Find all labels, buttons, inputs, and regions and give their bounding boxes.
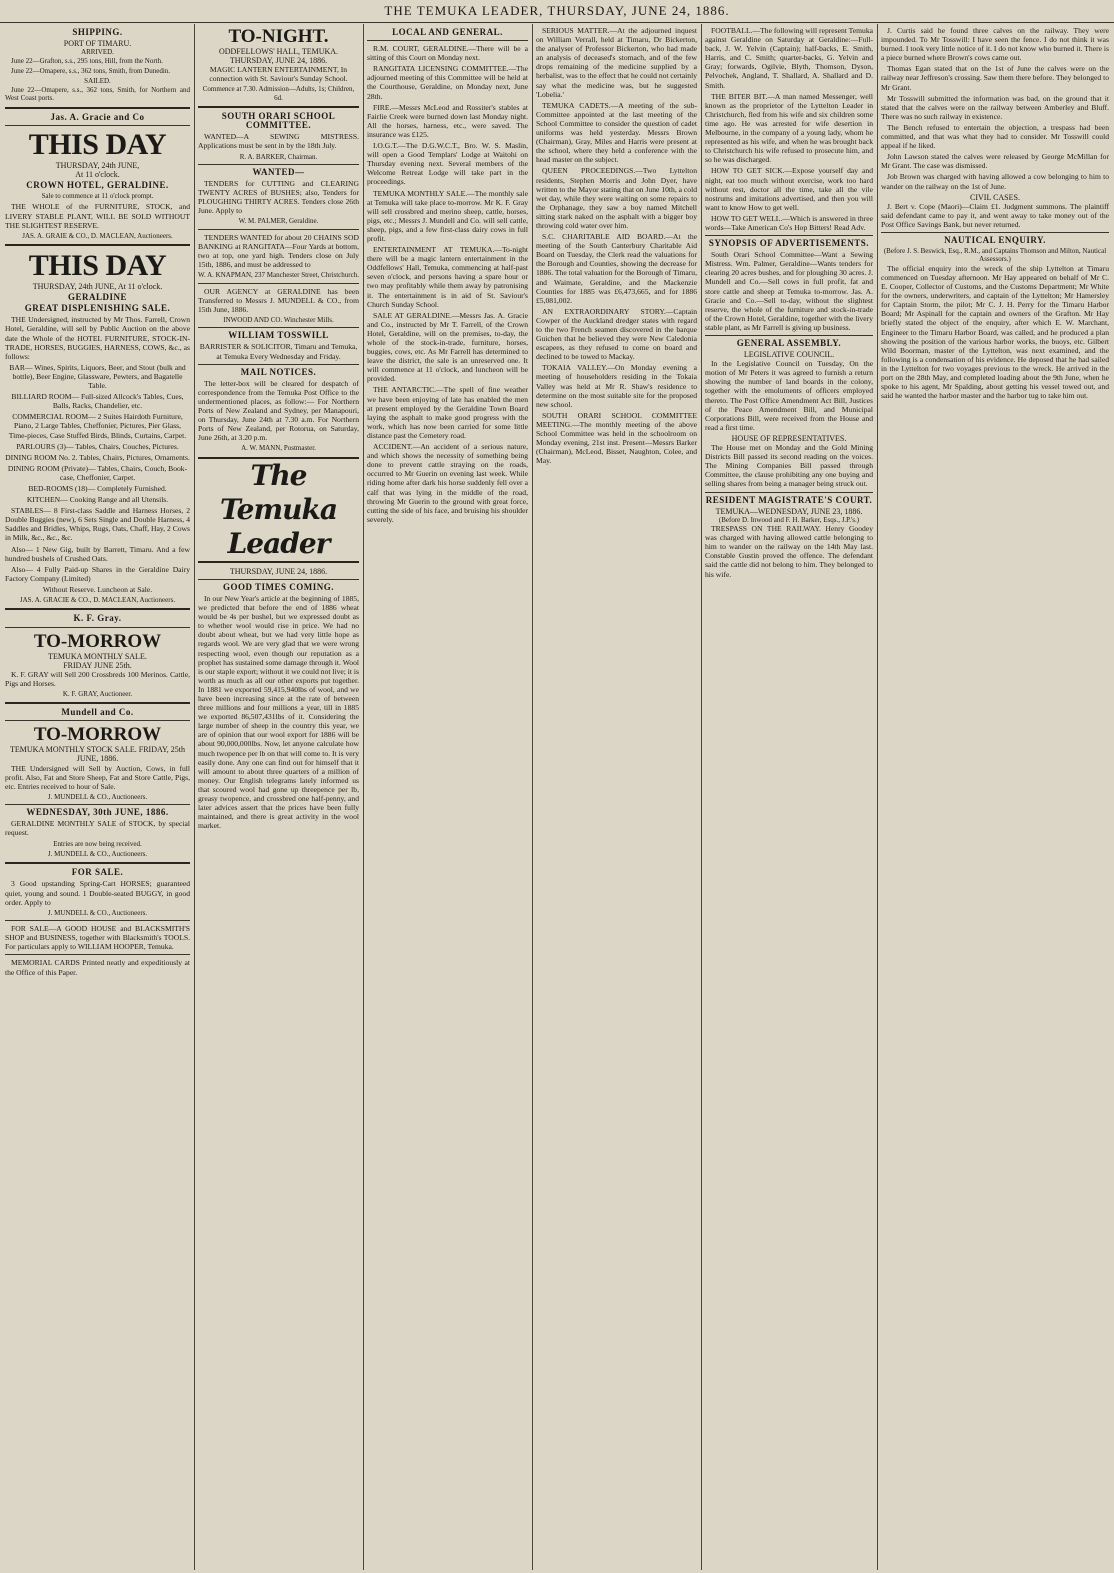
advert-signature: INWOOD AND CO. Winchester Mills. (223, 315, 334, 324)
shipping-heading: SHIPPING. (72, 27, 123, 37)
news-item: ENTERTAINMENT AT TEMUKA.—To-night there will be a magic lantern entertainment in the Oddfellows' Hall, Temuka, commencing at half-past seven o'clock, and persons having a spare hour or two may profitably while them away by patronising it. The entertainment is in aid of St. Saviour's Church Sunday School. (367, 245, 528, 309)
advert-signature: R. A. BARKER, Chairman. (239, 152, 318, 161)
ship-entry: June 22—Omapere, s.s., 362 tons, Smith, from Dunedin. (11, 67, 171, 75)
lot-kitchen: KITCHEN— Cooking Range and all Utensils. (26, 495, 169, 505)
legislative-council-heading: LEGISLATIVE COUNCIL. (743, 350, 835, 360)
sale-body: THE Undersigned will Sell by Auction, Cows, in full profit. Also, Fat and Store Sheep, Fat and Store Cattle, Pigs, etc. Entries received to hour of Sale. (5, 763, 190, 791)
auctioneer-signature: JAS. A. GRAIE & CO., D. MACLEAN, Auctioneers. (22, 231, 173, 240)
event-times: Commence at 7.30. Admission—Adults, 1s; Children, 6d. (202, 85, 355, 102)
magistrate-court-heading: RESIDENT MAGISTRATE'S COURT. (705, 494, 873, 505)
legislative-council-body: In the Legislative Council on Tuesday, On the motion of Mr Peters it was agreed to furnish a return showing the number of land boards in the colony, together with the emoluments of officers employed thereto. The Post Office Amendment Act Bill, Justices of the Peace Amendment Bill, and Municipal Corporations Bill, were received from the House and read a first time. (705, 359, 873, 432)
auctioneer-signature: K. F. GRAY, Auctioneer. (62, 689, 133, 698)
news-item: FOOTBALL.—The following will represent Temuka against Geraldine on Saturday at Geraldine:—Full-back, J. W. Yelvin (Captain); half-backs, E. Smith, Harris, and C. Smith; quarter-backs, G. Yelvin and Gray; forwards, Ogilvie, Blyth, Thomson, Dyson, Pelvochek, Angland, T. Shallard, A. Shallard and D. Smith. (705, 26, 873, 90)
news-item: TEMUKA MONTHLY SALE.—The monthly sale at Temuka will take place to-morrow. Mr K. F. Gray will sell crossbred and merino sheep, cattle, horses, pigs, etc.; Messrs J. Mundell and Co. will sell cattle, sheep, pigs, and a few first-class dairy cows in full profit. (367, 188, 528, 243)
lot-bar: BAR— Wines, Spirits, Liquors, Beer, and Stout (bulk and bottle), Beer Engine, Glassware, Pewters, and Bagatelle Table. (9, 362, 186, 391)
sale-body: THE WHOLE of the FURNITURE, STOCK, and LIVERY STABLE PLANT, WILL BE SOLD WITHOUT THE SLIGHTEST RESERVE. (5, 202, 190, 230)
sale-body: GERALDINE MONTHLY SALE of STOCK, by special request. (5, 819, 190, 838)
sale-body: THE Undersigned, instructed by Mr Thos. Farrell, Crown Hotel, Geraldine, will sell by Public Auction on the above date the Whole of the HOTEL FURNITURE, STOCK-IN-TRADE, HORSES, BUGGIES, HARNESS, COWS, &c., as follows: (5, 315, 190, 361)
court-item: J. Bert v. Cope (Maori)—Claim £1. Judgment summons. The plaintiff said defendant came to pay it, and went away to take money out of the Post Office Savings Bank, but never returned. (881, 201, 1109, 229)
advert-body: BARRISTER & SOLICITOR, Timaru and Temuka, at Temuka Every Wednesday and Friday. (199, 342, 358, 361)
editorial-body: In our New Year's article at the beginning of 1885, we predicted that before the end of 1886 wheat would be 4s per bushel, but we expressed doubt as to whether wool would rise in price. We had no doubt about wheat, but we had very little hope as regards wool. We are very glad that we were wrong respecting wool, even though our reputation as a prophet has sustained some damage through it. Wool is our staple export; without it we could not live; it is worth as much as all our other exports put together. In 1881 we exported 59,415,940lbs of wool, and we have been increasing since at the rate of between three millions and four millions a year, till in 1885 we exported 86,507,431lbs of it. Considering the large number of sheep in the country this year, we are of opinion that our wool export for 1886 will be about 90,000,000lbs. Now, let anyone calculate how much twopence per lb on that will come to. It is very easily done. Any one can find out for himself that it will amount to about three quarters of a million of money. Our English telegrams lately informed us that scoured wool had gone up threepence per lb, greasy twopence, and crossbred one half-penny, and later advices assert that the prices have been fully maintained, and there is great activity in the wool market. (198, 593, 359, 831)
editorial-heading: GOOD TIMES COMING. (222, 581, 335, 592)
auctioneer-name: K. F. Gray. (73, 613, 122, 624)
synopsis-heading: SYNOPSIS OF ADVERTISEMENTS. (708, 238, 870, 249)
news-item: S.C. CHARITABLE AID BOARD.—At the meeting of the South Canterbury Charitable Aid Board on Tuesday, the Clerk read the valuations for the Borough and Counties, showing the decrease for 1886. The total valuation for the Borough of Timaru, and Waimate, Geraldine, and the Mackenzie Counties for 1885 was £6,473,665, and for 1886 £5,081,002. (536, 232, 697, 305)
sale-title: TEMUKA MONTHLY STOCK SALE. FRIDAY, 25th JUNE, 1886. (10, 745, 185, 764)
lot-dining: DINING ROOM No. 2. Tables, Chairs, Pictures, Ornaments. (5, 452, 190, 462)
court-item: John Lawson stated the calves were released by George McMillan for Mr Grant. The case was dismissed. (881, 152, 1109, 171)
advert-body: TENDERS for CUTTING and CLEARING TWENTY ACRES of BUSHES; also, Tenders for PLOUGHING THIRTY ACRES. Tenders close 26th June. Apply to (198, 179, 359, 216)
news-item: TOKAIA VALLEY.—On Monday evening a meeting of householders residing in the Tokaia Valley was held at Mr R. Shaw's residence to determine on the most suitable site for the proposed new school. (536, 363, 697, 409)
sale-date: THURSDAY, 24th JUNE, (55, 160, 140, 170)
lot-parlours: PARLOURS (3)— Tables, Chairs, Couches, Pictures. (16, 441, 179, 451)
news-item: I.O.G.T.—The D.G.W.C.T., Bro. W. S. Maslin, will open a Good Templars' Lodge at Waitohi on Thursday evening next. Several members of the Welcome Retreat Lodge will take part in the proceedings. (367, 141, 528, 187)
port-heading: PORT OF TIMARU. (63, 39, 132, 49)
column-6 (878, 26, 1112, 1568)
mail-notices-heading: MAIL NOTICES. (240, 366, 317, 377)
sale-date: THURSDAY, 24th JUNE, At 11 o'clock. (32, 282, 163, 292)
news-item: RANGITATA LICENSING COMMITTEE.—The adjourned meeting of this Committee will be held at the Courthouse, Geraldine, on Monday next, June 28th. (367, 64, 528, 101)
house-heading: HOUSE OF REPRESENTATIVES. (731, 433, 847, 443)
synopsis-body: South Orari School Committee—Want a Sewing Mistress. Wm. Palmer, Geraldine—Wants tenders for clearing 20 acres bushes, and for ploughing 30 acres. J. Mundell and Co.—Sell cows in full profit, fat and store cattle and sheep at Temuka to-morrow. Jas. A. Gracie and Co.—Sell to-day, without the slightest reserve, the whole of the furniture and stock-in-trade of the Crown Hotel, Geraldine, together with the livery stable plant, as Mr Farrell is giving up business. (705, 250, 873, 332)
general-assembly-heading: GENERAL ASSEMBLY. (736, 338, 842, 348)
court-bench: (Before D. Inwood and F. H. Barker, Esqs., J.P.'s.) (718, 515, 860, 524)
sale-body: 3 Good upstanding Spring-Cart HORSES; guaranteed quiet, young and sound. 1 Double-seated BUGGY, in good order. Apply to (5, 879, 190, 907)
advert-signature: W. M. PALMER, Geraldine. (238, 217, 319, 226)
sale-title: GREAT DISPLENISHING SALE. (24, 303, 171, 314)
column-4 (533, 26, 700, 1568)
court-date: TEMUKA—WEDNESDAY, JUNE 23, 1886. (715, 506, 863, 516)
auctioneer-signature: J. MUNDELL & CO., Auctioneers. (47, 792, 148, 801)
news-item: ACCIDENT.—An accident of a serious nature, and which shows the necessity of something being done to prevent cattle straying on the roads, occurred to Mr Guerin on evening last week. While riding home after dark his horse suddenly fell over a calf that was lying in the middle of the road, throwing Mr Guerin to the ground with great force, cutting the side of his face, and bruising his shoulder severely. (367, 442, 528, 524)
advert-body: OUR AGENCY at GERALDINE has been Transferred to Messrs J. MUNDELL & CO., from 15th June, 1886. (198, 286, 359, 314)
house-body: The House met on Monday and the Gold Mining Districts Bill passed its second reading on the voices. The Mining Companies Bill passed through Committee, the clause prohibiting any one buying and selling shares from being a manager being struck out. (705, 443, 873, 489)
blacksmith-advert: FOR SALE—A GOOD HOUSE and BLACKSMITH'S SHOP and BUSINESS, together with Blacksmith's TOOLS. For particulars apply to WILLIAM HOOPER, Temuka. (5, 924, 190, 952)
arrived-label: ARRIVED. (81, 48, 114, 57)
lot-stables: STABLES— 8 First-class Saddle and Harness Horses, 2 Double Buggies (new), 6 Sets Single and Double Harness, 4 Saddles and Bridles, Whips, Rugs, Oats, Chaff, Hay, 2 Cows in Milk, &c., &c., &c. (5, 506, 190, 543)
tomorrow-heading: TO-MORROW (33, 630, 162, 652)
hotel-name: CROWN HOTEL, GERALDINE. (26, 179, 169, 190)
civil-cases-heading: CIVIL CASES. (970, 192, 1020, 202)
nautical-enquiry-heading: NAUTICAL ENQUIRY. (944, 234, 1046, 245)
news-item: R.M. COURT, GERALDINE.—There will be a sitting of this Court on Monday next. (367, 44, 528, 63)
this-day-heading: THIS DAY (28, 249, 167, 283)
local-general-heading: LOCAL AND GENERAL. (392, 27, 503, 37)
advert-body: TENDERS WANTED for about 20 CHAINS SOD BANKING at RANGITATA—Four Yards at bottom, two at top, one yard high. Tenders close on July 15th, 1886, and must be addressed to (198, 232, 359, 270)
news-item: THE BITER BIT.—A man named Messenger, well known as the proprietor of the Lyttelton Leader in Christchurch, fled from his wife and six children some time ago. He was arrested for wife desertion in Melbourne, in the company of a young lady, whom he represented as his wife, and when he was brought back to Christchurch his wife refused to prosecute him, and so he was discharged. (705, 91, 873, 165)
entries-note: Entries are now being received. (53, 839, 142, 848)
issue-date: THURSDAY, JUNE 24, 1886. (229, 566, 328, 576)
mail-notices-body: The letter-box will be cleared for despatch of correspondence from the Temuka Post Office to the undermentioned places, as follow:— For Northern Ports of New Zealand and Sydney, per Manapouri, on Thursday, June 24th at 7.30 a.m. For Northern Ports of New Zealand, per Rotorua, on Saturday, June 26th, at 3.20 p.m. (198, 378, 359, 443)
sailed-label: SAILED. (84, 77, 111, 86)
town-name: GERALDINE (67, 292, 127, 303)
news-item: THE ANTARCTIC.—The spell of fine weather we have been enjoying of late has enabled the men at present employed by the Geraldine Town Board laying the asphalt to make good progress with the work, which has now been carried for some little distance past the Cemetery road. (367, 385, 528, 440)
lot-bedrooms: BED-ROOMS (18)— Completely Furnished. (28, 483, 167, 493)
event-date: THURSDAY, JUNE 24, 1886. (229, 56, 328, 66)
for-sale-heading: FOR SALE. (71, 867, 124, 878)
lot-dining-private: DINING ROOM (Private)— Tables, Chairs, Couch, Book-case, Cheffonier, Carpet. (7, 463, 188, 482)
column-3 (364, 26, 531, 1568)
reserve-note: Without Reserve. Luncheon at Sale. (42, 584, 153, 594)
masthead-text: THE TEMUKA LEADER, THURSDAY, JUNE 24, 1886. (384, 3, 730, 18)
court-item: Mr Tosswill submitted the information was bad, on the ground that it stated that the calves were on the railway between Amberley and Bluff. There was no such railway in existence. (881, 93, 1109, 121)
column-5 (702, 26, 876, 1568)
advert-heading: SOUTH ORARI SCHOOL COMMITTEE. (221, 111, 336, 131)
advert-heading: WANTED— (252, 166, 305, 177)
sale-date: FRIDAY JUNE 25th. (63, 660, 132, 670)
sale-date: WEDNESDAY, 30th JUNE, 1886. (26, 807, 169, 818)
auctioneer-name: Jas. A. Gracie and Co (50, 111, 145, 122)
news-item: TEMUKA CADETS.—A meeting of the sub-Committee appointed at the last meeting of the School Committee to consider the question of cadet uniforms was held yesterday. Messrs Brown (Chairman), Gray, Miles and Harris were present at the school, where they held a conference with the head master on the subject. (536, 100, 697, 165)
news-item: SOUTH ORARI SCHOOL COMMITTEE MEETING.—The monthly meeting of the above School Committee was held in the schoolroom on Monday evening, 21st inst. Present—Messrs Barker (Chairman), McLeod, Bisset, Naughton, Colee, and May. (536, 410, 697, 466)
memorial-cards-advert: MEMORIAL CARDS Printed neatly and expeditiously at the Office of this Paper. (5, 958, 190, 977)
sale-body: K. F. GRAY will Sell 200 Crossbreds 100 Merinos. Cattle, Pigs and Horses. (5, 669, 190, 688)
enquiry-body: The official enquiry into the wreck of the ship Lyttelton at Timaru commenced on Tuesday afternoon. Mr Hay appeared on behalf of Mr C. E. Cooper, Collector of Customs, and the Customs Department; Mr White for the owners, underwriters, and captain of the Lyttelton; Mr Hamersley for Captain Storm, the pilot; Mr C. J. H. Perry for the Timaru Harbor Board; Mr Aspinall for the captain and owners of the Grafton. Mr Hay briefly stated the object of the enquiry, after which E. W. Marchant, Engineer to the Timaru Harbor Board, was called, and he produced a plan showing the position of the various harbor works, the buoys, etc. Gilbert Wild Boorman, master of the Lyttelton, was next examined, and the following is a condensation of his evidence. He deposed that he had sailed in the Lyttelton for two voyages previous to the wreck. He arrived in the port on the 28th May, and completed loading about the 9th June, when he spoke to his agent, Mr Spalding, about getting his vessel towed out, and said he wanted the harbor master and the harbor tug to take him out. (881, 263, 1109, 401)
ship-entry: June 22—Omapere, s.s., 362 tons, Smith, for Northern and West Coast ports. (5, 85, 190, 103)
auctioneer-signature: JAS. A. GRACIE & CO., D. MACLEAN, Auctioneers. (19, 596, 176, 604)
court-item: The Bench refused to entertain the objection, a trespass had been committed, and that was what they had to consider. Mr Tosswill could appeal if he liked. (881, 122, 1109, 151)
enquiry-bench: (Before J. S. Beswick, Esq., R.M., and Captains Thomson and Milton, Nautical Assessors.) (883, 247, 1107, 264)
lot-billiard: BILLIARD ROOM— Full-sized Allcock's Tables, Cues, Balls, Racks, Chandelier, etc. (11, 392, 184, 411)
news-item: HOW TO GET WELL.—Which is answered in three words—Take American Co's Hop Bitters! Read Adv. (705, 213, 873, 232)
page-masthead (0, 0, 1114, 23)
court-item: Thomas Egan stated that on the 1st of June the calves were on the railway near Jeffreson's crossing. Saw them there before. They belonged to Mr Grant. (881, 64, 1109, 92)
auctioneer-signature: J. MUNDELL & CO., Auctioneers. (47, 908, 148, 917)
ship-entry: June 22—Grafton, s.s., 295 tons, Hill, from the North. (11, 56, 163, 65)
sale-title: TEMUKA MONTHLY SALE. (48, 651, 147, 661)
advert-body: WANTED—A SEWING MISTRESS. Applications must be sent in by the 18th July. (198, 132, 359, 151)
advert-signature: A. W. MANN, Postmaster. (241, 444, 316, 453)
news-item: SERIOUS MATTER.—At the adjourned inquest on William Verrall, held at Timaru, Dr Bickerton, the analyser of Professor Bickerton, who had made an analysis of deceased's stomach, and of the few drops remaining of the medicine supplied by a herbalist, was to the effect that he could not certainly say what the medicine was, but he suggested 'Lobelia.' (536, 26, 697, 99)
column-2 (195, 26, 362, 1568)
event-title: MAGIC LANTERN ENTERTAINMENT, In connection with St. Saviour's Sunday School. (209, 65, 348, 84)
news-item: QUEEN PROCEEDINGS.—Two Lyttelton residents, Stephen Morris and John Dyer, have written to the Mayor stating that on June 10th, a cold wet day, while they were waiting on some repairs to the Orphanage, they saw a boy named Mitchell sitting stark naked on the asphalt with a bigger boy throwing cold water over him. (536, 166, 697, 230)
advert-signature: W. A. KNAPMAN, 237 Manchester Street, Christchurch. (198, 271, 359, 280)
column-1 (2, 26, 193, 1568)
news-item: AN EXTRAORDINARY STORY.—Captain Cowper of the Auckland dredger states with regard to the two French seamen discovered in the barque Guichen that he believed they were New Caledonia escapees, as they refused to come on board and declined to be towed to Mackay. (536, 306, 697, 362)
lot-also: Also— 4 Fully Paid-up Shares in the Geraldine Dairy Factory Company (Limited) (5, 564, 190, 583)
tomorrow-heading: TO-MORROW (33, 724, 162, 746)
sale-time: At 11 o'clock. (75, 169, 120, 179)
news-item: HOW TO GET SICK.—Expose yourself day and night, eat too much without exercise, work too hard without rest, doctor all the time, take all the vile nostrums and imitations advertised, and then you will want to know How to get well. (705, 166, 873, 212)
auctioneer-signature: J. MUNDELL & CO., Auctioneers. (47, 849, 148, 858)
court-item: Job Brown was charged with having allowed a cow belonging to him to wander on the railway on the 1st of June. (881, 172, 1109, 191)
court-body: TRESPASS ON THE RAILWAY. Henry Goodey was charged with having allowed cattle belonging to him to wander on the railway on the 14th May last. Constable Gustin proved the offence. The defendant said the cattle did not belong to him. They belonged to his wife. (705, 524, 873, 579)
news-item: SALE AT GERALDINE.—Messrs Jas. A. Gracie and Co., instructed by Mr T. Farrell, of the Crown Hotel, Geraldine, will on the premises, to-day, the whole of the stock-in-trade, furniture, horses, buggies, cows, etc. As Mr Farrell has determined to leave the district, the sale is an unreserved one. It will commence at 11 o'clock, and luncheon will be provided. (367, 310, 528, 384)
venue: ODDFELLOWS' HALL, TEMUKA. (218, 47, 339, 56)
news-item: FIRE.—Messrs McLeod and Rossiter's stables at Fairlie Creek were burned down last Monday night. All the horses, harness, etc., were saved. The insurance was £125. (367, 102, 528, 139)
lot-commercial: COMMERCIAL ROOM— 2 Suites Hairdoth Furniture, Piano, 2 Large Tables, Cheffonier, Pictures, Pier Glass, Time-pieces, Case Stuffed Birds, Blinds, Curtains, Carpet. (8, 412, 187, 440)
court-item: J. Curtis said he found three calves on the railway. They were impounded. To Mr Tosswill: I have seen the fence. I do not think it was burned. I took very little notice of it. I do not know who burned it. There is a piece burned where Brown's cows came out. (881, 26, 1109, 63)
lot-also: Also— 1 New Gig, built by Barrett, Timaru. And a few hundred bushels of Crushed Oats. (5, 544, 190, 563)
auctioneer-name: Mundell and Co. (61, 707, 134, 718)
advert-heading: WILLIAM TOSSWILL (228, 330, 329, 341)
this-day-heading: THIS DAY (28, 127, 167, 161)
sale-note: Sale to commence at 11 o'clock prompt. (41, 192, 154, 200)
newspaper-title: The Temuka Leader (198, 457, 359, 563)
tonight-heading: TO-NIGHT. (228, 26, 329, 47)
